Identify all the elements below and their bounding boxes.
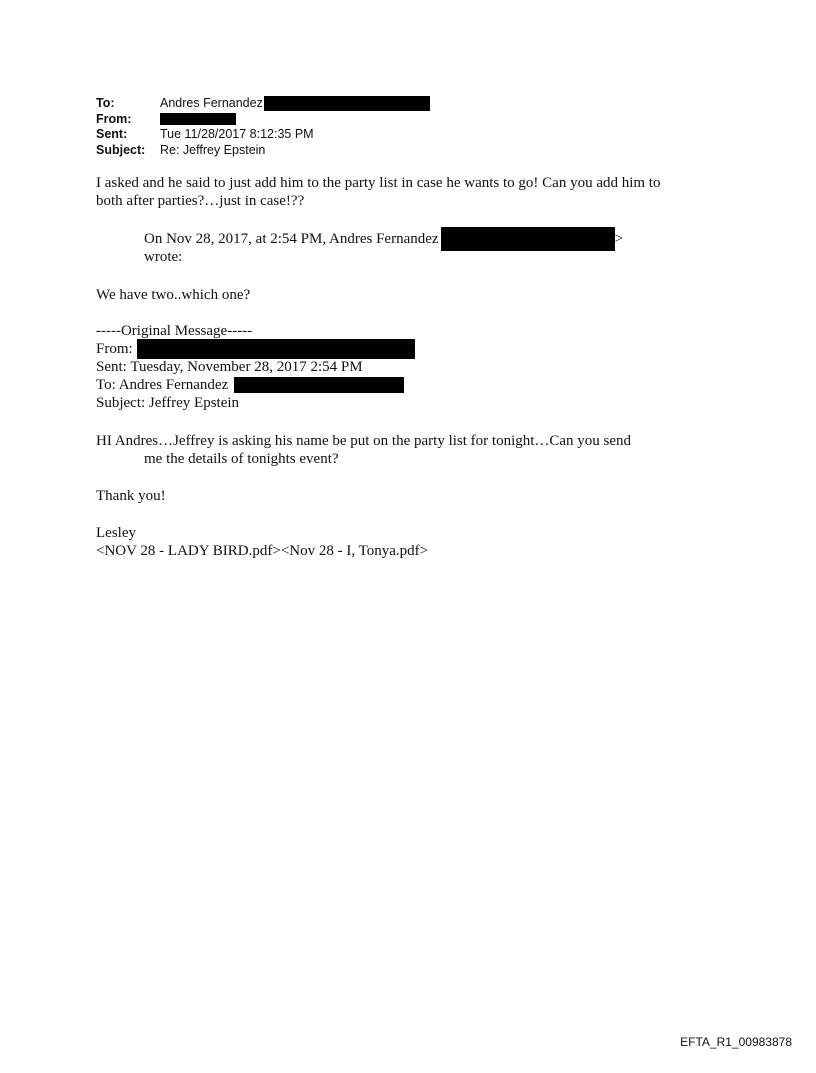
attachments: <NOV 28 - LADY BIRD.pdf><Nov 28 - I, Tonya.pdf>: [96, 543, 429, 559]
quote-attribution: [144, 230, 623, 266]
reply-line-2: both after parties?…just in case!??: [96, 193, 305, 209]
redaction-bar: [441, 227, 615, 251]
reply-text: We have two..which one?: [96, 287, 251, 303]
redaction-bar: [137, 339, 415, 359]
to-value: Andres Fernandez: [160, 96, 263, 110]
sent-label: Sent:: [96, 127, 128, 141]
subject-row: [96, 143, 430, 159]
subject-label: Subject:: [96, 142, 146, 157]
orig-to-prefix: To: Andres Fernandez: [96, 377, 229, 393]
subject-value: Re: Jeffrey Epstein: [160, 142, 266, 157]
redaction-bar: [234, 377, 404, 393]
orig-body-line-2: me the details of tonights event?: [144, 451, 339, 467]
from-row: [96, 112, 430, 128]
quote-suffix: >: [614, 231, 624, 247]
reply-line-1: I asked and he said to just add him to the party list in case he wants to go! Can you add him to: [96, 175, 661, 191]
redaction-bar: [264, 96, 430, 111]
quote-prefix: On Nov 28, 2017, at 2:54 PM, Andres Fernandez: [144, 231, 439, 247]
quote-line-1: [144, 230, 623, 248]
orig-sent: Sent: Tuesday, November 28, 2017 2:54 PM: [96, 359, 363, 375]
orig-subject: Subject: Jeffrey Epstein: [96, 395, 240, 411]
signature: Lesley: [96, 525, 136, 541]
to-row: [96, 96, 430, 112]
orig-to-row: [96, 376, 415, 394]
email-header: [96, 96, 430, 158]
to-label: To:: [96, 96, 115, 110]
original-message: [96, 322, 415, 412]
redaction-bar: [160, 113, 236, 125]
orig-from-label: From:: [96, 341, 133, 357]
signature-block: [96, 524, 428, 560]
quote-line-2: wrote:: [144, 249, 183, 265]
from-label: From:: [96, 111, 132, 126]
orig-body-line-1: HI Andres…Jeffrey is asking his name be put on the party list for tonight…Can you send: [96, 433, 632, 449]
reply-paragraph: [96, 174, 660, 210]
original-body: [96, 432, 631, 468]
orig-from-row: [96, 340, 415, 358]
original-marker: -----Original Message-----: [96, 323, 253, 339]
sent-value: Tue 11/28/2017 8:12:35 PM: [160, 127, 314, 141]
document-id: EFTA_R1_00983878: [680, 1035, 792, 1049]
sent-row: [96, 127, 430, 143]
thanks-line: Thank you!: [96, 488, 166, 504]
